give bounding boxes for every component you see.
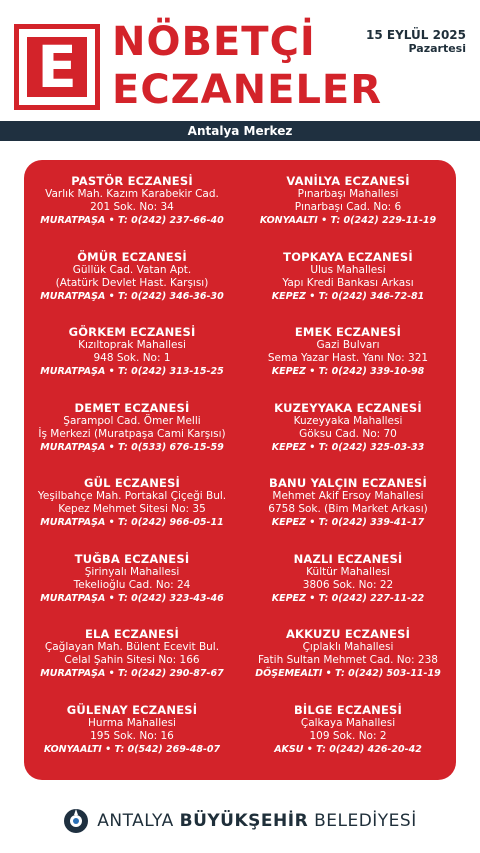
pharmacy-card (24, 552, 240, 606)
pharmacy-name: TOPKAYA ECZANESİ (283, 249, 413, 264)
pharmacy-address-line: 6758 Sok. (Bim Market Arkası) (268, 503, 428, 515)
pharmacy-card (24, 703, 240, 757)
pharmacy-card (24, 401, 240, 455)
pharmacy-name: GÜLENAY ECZANESİ (66, 702, 198, 717)
pharmacy-address-line: 3806 Sok. No: 22 (302, 578, 394, 591)
pharmacy-card (24, 627, 240, 681)
pharmacy-address-line: Tekelioğlu Cad. No: 24 (73, 578, 191, 591)
pharmacy-address-line: 195 Sok. No: 16 (90, 729, 174, 742)
pharmacy-name: GÜL ECZANESİ (83, 476, 181, 490)
pharmacy-phone[interactable]: KONYAALTI • T: 0(542) 269-48-07 (43, 743, 221, 755)
pharmacy-address-line: 109 Sok. No: 2 (309, 729, 387, 742)
pharmacy-address-line: Güllük Cad. Vatan Apt. (72, 263, 192, 276)
pharmacy-phone[interactable]: MURATPAŞA • T: 0(242) 346-36-30 (40, 290, 224, 302)
pharmacy-address-line: İş Merkezi (Muratpaşa Cami Karşısı) (38, 427, 226, 440)
pharmacy-address-line: Kepez Mehmet Sitesi No: 35 (58, 503, 206, 515)
pharmacy-panel (24, 160, 456, 780)
pharmacy-name: BİLGE ECZANESİ (293, 702, 403, 717)
pharmacy-card (24, 174, 240, 228)
pharmacy-address-line: Kültür Mahallesi (306, 565, 390, 578)
pharmacy-address-line: Çalkaya Mahallesi (300, 716, 396, 729)
pharmacy-phone[interactable]: KEPEZ • T: 0(242) 227-11-22 (271, 592, 425, 604)
pharmacy-address-line: Gazi Bulvarı (316, 339, 380, 351)
pharmacy-card (24, 476, 240, 530)
pharmacy-address-line: Şarampol Cad. Ömer Melli (63, 414, 201, 427)
pharmacy-address-line: Pınarbaşı Mahallesi (297, 188, 399, 200)
pharmacy-address-line: Ulus Mahallesi (310, 263, 386, 276)
page-title-line1: NÖBETÇİ (112, 19, 316, 65)
pharmacy-card (240, 325, 456, 379)
pharmacy-phone[interactable]: MURATPAŞA • T: 0(242) 313-15-25 (40, 366, 224, 377)
pharmacy-card (240, 627, 456, 681)
pharmacy-card (240, 250, 456, 304)
pharmacy-name: GÖRKEM ECZANESİ (68, 325, 196, 339)
pharmacy-phone[interactable]: MURATPAŞA • T: 0(242) 290-87-67 (40, 668, 224, 679)
pharmacy-name: EMEK ECZANESİ (294, 325, 402, 339)
pharmacy-card (240, 174, 456, 228)
weekday-text: Pazartesi (408, 42, 466, 55)
pharmacy-address-line: Çıplaklı Mahallesi (302, 641, 394, 653)
footer-text: ANTALYA BÜYÜKŞEHİR BELEDİYESİ (97, 811, 417, 831)
pharmacy-address-line: Göksu Cad. No: 70 (299, 427, 397, 440)
pharmacy-address-line: Fatih Sultan Mehmet Cad. No: 238 (258, 654, 438, 666)
pharmacy-address-line: Yeşilbahçe Mah. Portakal Çiçeği Bul. (37, 490, 227, 502)
pharmacy-name: ÖMÜR ECZANESİ (77, 249, 187, 264)
footer-logo (0, 806, 480, 836)
pharmacy-name: VANİLYA ECZANESİ (286, 174, 410, 188)
pharmacy-phone[interactable]: DÖŞEMEALTI • T: 0(242) 503-11-19 (255, 668, 441, 679)
pharmacy-card (240, 476, 456, 530)
pharmacy-card (24, 250, 240, 304)
pharmacy-phone[interactable]: MURATPAŞA • T: 0(533) 676-15-59 (40, 441, 224, 453)
pharmacy-address-line: Celal Şahin Sitesi No: 166 (64, 654, 200, 666)
pharmacy-card (240, 552, 456, 606)
logo-letter: E (27, 37, 87, 97)
pharmacy-address-line: (Atatürk Devlet Hast. Karşısı) (55, 276, 209, 289)
pharmacy-name: AKKUZU ECZANESİ (285, 627, 411, 641)
pharmacy-phone[interactable]: KONYAALTI • T: 0(242) 229-11-19 (259, 215, 437, 226)
pharmacy-name: ELA ECZANESİ (84, 627, 180, 641)
pharmacy-address-line: Kuzeyyaka Mahallesi (293, 414, 403, 427)
pharmacy-card (240, 401, 456, 455)
pharmacy-name: PASTÖR ECZANESİ (71, 174, 193, 188)
pharmacy-phone[interactable]: KEPEZ • T: 0(242) 325-03-33 (271, 441, 425, 453)
pharmacy-address-line: 201 Sok. No: 34 (90, 201, 174, 213)
pharmacy-phone[interactable]: MURATPAŞA • T: 0(242) 237-66-40 (40, 215, 224, 226)
pharmacy-phone[interactable]: AKSU • T: 0(242) 426-20-42 (274, 743, 422, 755)
pharmacy-address-line: Kızıltoprak Mahallesi (78, 339, 186, 351)
pharmacy-address-line: Çağlayan Mah. Bülent Ecevit Bul. (44, 641, 220, 653)
pharmacy-name: KUZEYYAKA ECZANESİ (274, 400, 422, 415)
date-block (366, 28, 466, 55)
pharmacy-phone[interactable]: MURATPAŞA • T: 0(242) 323-43-46 (40, 592, 224, 604)
pharmacy-name: TUĞBA ECZANESİ (74, 551, 190, 566)
pharmacy-phone[interactable]: KEPEZ • T: 0(242) 339-41-17 (271, 517, 425, 528)
pharmacy-address-line: Mehmet Akif Ersoy Mahallesi (272, 490, 424, 502)
pharmacy-address-line: Hurma Mahallesi (88, 716, 176, 729)
eczane-logo (14, 24, 100, 110)
date-text: 15 EYLÜL 2025 (366, 28, 466, 42)
region-banner: Antalya Merkez (0, 121, 480, 141)
pharmacy-phone[interactable]: KEPEZ • T: 0(242) 346-72-81 (271, 290, 425, 302)
pharmacy-address-line: Pınarbaşı Cad. No: 6 (294, 201, 402, 213)
pharmacy-name: BANU YALÇIN ECZANESİ (268, 476, 427, 490)
pharmacy-card (240, 703, 456, 757)
pharmacy-phone[interactable]: MURATPAŞA • T: 0(242) 966-05-11 (40, 517, 224, 528)
pharmacy-name: DEMET ECZANESİ (74, 400, 190, 415)
pharmacy-address-line: Sema Yazar Hast. Yanı No: 321 (267, 352, 429, 364)
pharmacy-address-line: 948 Sok. No: 1 (93, 352, 171, 364)
pharmacy-address-line: Şirinyalı Mahallesi (84, 565, 180, 578)
pharmacy-address-line: Yapı Kredi Bankası Arkası (282, 276, 414, 289)
pharmacy-address-line: Varlık Mah. Kazım Karabekir Cad. (45, 188, 219, 200)
municipality-emblem-icon (63, 808, 89, 834)
pharmacy-card (24, 325, 240, 379)
pharmacy-phone[interactable]: KEPEZ • T: 0(242) 339-10-98 (271, 366, 425, 377)
pharmacy-name: NAZLI ECZANESİ (293, 551, 403, 566)
page-title-line2: ECZANELER (112, 67, 383, 113)
